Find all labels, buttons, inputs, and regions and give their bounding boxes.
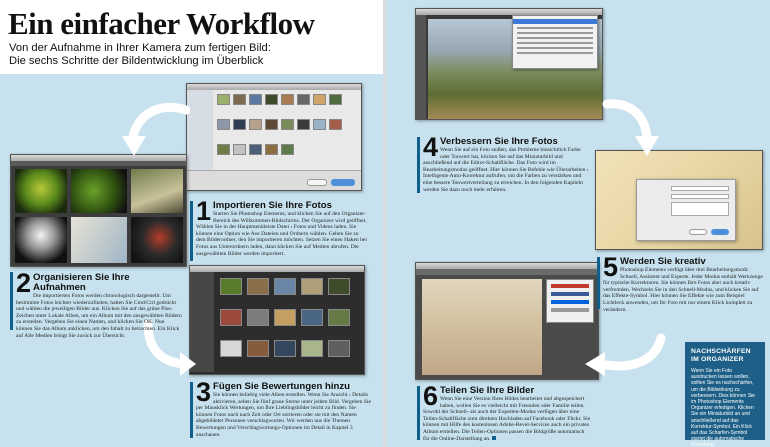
share-option[interactable] <box>551 308 589 312</box>
step-heading: Organisieren Sie Ihre Aufnahmen <box>33 272 130 293</box>
photo-thumb[interactable] <box>274 340 296 357</box>
sky-photo <box>71 217 127 263</box>
open-button[interactable] <box>331 179 355 186</box>
menu-line <box>517 27 593 29</box>
tip-heading-line-1: NACHSCHÄRFEN <box>691 348 751 355</box>
step-number: 1 <box>196 196 212 226</box>
menu-line <box>517 42 593 44</box>
organizer-screenshot <box>10 154 187 267</box>
step-4 <box>423 132 591 193</box>
step-6 <box>423 381 591 442</box>
photo-thumb[interactable] <box>301 309 323 326</box>
step-heading: Werden Sie kreativ <box>620 256 706 267</box>
step-number: 5 <box>603 252 619 282</box>
file-thumb <box>265 94 278 105</box>
file-thumb <box>297 119 310 130</box>
note-field[interactable] <box>671 202 729 216</box>
step-heading: Importieren Sie Ihre Fotos <box>213 200 332 211</box>
file-thumb <box>233 119 246 130</box>
cancel-button[interactable] <box>307 179 327 186</box>
curved-arrow-icon <box>122 102 190 158</box>
page-title: Ein einfacher Workflow <box>8 6 315 41</box>
organizer-toolbar <box>11 161 186 166</box>
file-grid <box>213 90 361 170</box>
ok-button[interactable] <box>711 229 729 235</box>
file-thumb <box>249 119 262 130</box>
menu-line <box>517 52 593 54</box>
file-thumb <box>281 119 294 130</box>
frog-photo-2 <box>71 169 127 213</box>
step-number: 3 <box>196 377 212 407</box>
step-3 <box>196 377 372 438</box>
landscape-photo <box>131 169 183 213</box>
category-field[interactable] <box>671 194 729 199</box>
step-marker <box>10 272 13 330</box>
tools-panel <box>416 15 426 120</box>
file-thumb <box>313 119 326 130</box>
organizer-grid-screenshot <box>189 265 365 375</box>
photo-thumb[interactable] <box>274 278 296 295</box>
sharpening-tip-box <box>685 342 765 447</box>
share-menu[interactable] <box>546 279 594 323</box>
file-thumb <box>313 94 326 105</box>
step-body: Sie können beliebig viele Alben erstellen. Wenn Sie Ansicht › Details aktivieren, sehen Sie fünf graue Sterne unter jedem Bild. Vergeben Sie per Mausklick Wertungen, um Ihre Lieblingsbilder leicht zu finden. Sie können Fotos nach nach Zeit oder Ort sortieren oder sie mit den Namen abgebildeter Personen verschlagworten. Wir werden uns die Themen Bewertungen und Verschlagwortungs-Optionen im Detail in Kapitel 3 anschauen. <box>196 392 371 438</box>
step-body: Wenn Sie eine Version Ihres Bildes bearbeitet und abgespeichert haben, wollen Sie es vielleicht mit Freunden oder Familie teilen. Sowohl der Schnell- als auch der Experten-Modus verfügen über eine Teilen-Schaltfläche zum direkten Hochladen auf Facebook oder Flickr. Sie können mit Hilfe des kostenlosen Adobe-Revel-Services auch ein privates Album erstellen. Die Teilen-Optionen passen die Bildgröße automatisch für die Online-Darstellung an. <box>423 396 591 442</box>
subtitle-line-1: Von der Aufnahme in Ihrer Kamera zum fertigen Bild: <box>9 42 271 54</box>
step-marker <box>190 382 193 438</box>
step-5 <box>603 252 767 313</box>
import-dialog-screenshot <box>186 83 362 191</box>
subtitle-line-2: Die sechs Schritte der Bildentwicklung im Überblick <box>9 54 264 67</box>
file-thumb <box>297 94 310 105</box>
share-option[interactable] <box>551 284 589 288</box>
file-thumb <box>217 94 230 105</box>
photo-thumb[interactable] <box>247 278 269 295</box>
menu-line <box>517 32 593 34</box>
tip-heading-line-2: IM ORGANIZER <box>691 356 744 363</box>
step-marker <box>417 137 420 193</box>
file-thumb <box>217 119 230 130</box>
cancel-button[interactable] <box>689 229 707 235</box>
photo-thumb[interactable] <box>220 309 242 326</box>
share-option[interactable] <box>551 292 589 296</box>
photo-thumb[interactable] <box>247 340 269 357</box>
curved-arrow-icon <box>601 96 661 156</box>
effects-screenshot <box>595 150 763 250</box>
left-page <box>0 0 383 447</box>
photo-thumb[interactable] <box>247 309 269 326</box>
photo-thumb[interactable] <box>220 278 242 295</box>
step-marker <box>417 386 420 440</box>
file-thumb <box>249 94 262 105</box>
end-marker-icon <box>492 436 496 440</box>
file-thumb <box>233 94 246 105</box>
step-2 <box>16 268 182 339</box>
tip-heading <box>691 348 759 364</box>
tip-body: Wenn Sie ein Foto ausdrucken lassen wollen, sollten Sie es nachschärfen, um die Bildwirkung zu verbessern. Dies können Sie im Photoshop Elements Organizer erledigen. Klicken Sie ein Miniaturbild an und anschließend auf das Korrektur-Symbol. Ein Klick auf das Scharfen-Symbol startet die automatische Scharfung. <box>691 368 755 447</box>
file-thumb <box>265 144 278 155</box>
file-thumb <box>233 144 246 155</box>
share-option[interactable] <box>551 300 589 304</box>
step-heading: Verbessern Sie Ihre Fotos <box>440 136 558 147</box>
step-body: Wenn Sie auf ein Foto stoßen, das Probleme hinsichtlich Farbe oder Tonwert hat, klicken Sie auf das Miniaturbild und anschließend auf die Editor-Schaltfläche. Das Foto wird im Bearbeitungsmodus geöffnet. Hier können Sie Befehle wie Überarbeiten › Intelligente Auto-Korrektur aufrufen, um die Farben zu verstärken und eine bessere Tonwertverteilung zu erreichen. In den folgenden Kapiteln werden Sie dazu noch mehr erfahren. <box>423 147 589 193</box>
enhance-menu[interactable] <box>512 15 598 69</box>
step-number: 2 <box>16 268 32 298</box>
step-body-wrap <box>423 396 591 442</box>
photo-thumb[interactable] <box>274 309 296 326</box>
file-thumb <box>281 94 294 105</box>
album-dialog[interactable] <box>636 179 736 241</box>
lemur-photo <box>15 217 67 263</box>
photo-thumb[interactable] <box>301 340 323 357</box>
step-number: 6 <box>423 381 439 411</box>
dialog-footer <box>187 170 361 190</box>
menu-highlight[interactable] <box>513 19 597 24</box>
step-body: Starten Sie Photoshop Elements, und klicken Sie auf den Organizer-Bereich des Willkommen-Bildschirms. Der Organizer wird geöffnet. Wählen Sie in der Hauptmenüleiste Datei › Fotos und Videos laden. Sie können eine Option wie Aus Dateien und Ordnern wählen. Geben Sie zu dem Bilderordner, den Sie importieren möchten. Setzen Sie einen Haken bei Fotos aus Unterordnern laden, dann klicken Sie auf Medien abrufen. Die ausgewählten Bilder werden importiert. <box>196 211 367 257</box>
photo-thumb[interactable] <box>328 309 350 326</box>
step-body: Photoshop Elements verfügt über drei Bearbeitungsmodi: Schnell, Assistent und Experte. Jeder Modus enthält Werkzeuge für typische Korrekturen. Sie können Ihre Fotos aber auch kreativ verfremden. Wechseln Sie in den Schnell-Modus, und klicken Sie auf das Effekte-Symbol. Hier können Sie Effekte wie zum Beispiel Lichtleck anwenden, um Ihr Foto mit nur einem Klick komplett zu verändern. <box>603 267 763 313</box>
menu-line <box>517 47 593 49</box>
editor-screenshot <box>415 8 603 120</box>
file-thumb <box>217 144 230 155</box>
right-page <box>387 0 770 447</box>
file-thumb <box>329 94 342 105</box>
edited-photo <box>422 279 542 375</box>
step-1 <box>196 196 368 257</box>
mode-tabs <box>416 269 599 275</box>
photo-thumb[interactable] <box>220 340 242 357</box>
step-heading: Teilen Sie Ihre Bilder <box>440 385 535 396</box>
file-thumb <box>249 144 262 155</box>
step-marker <box>597 257 600 309</box>
step-body: Die importierten Fotos werden chronologisch dargestellt. Um bestimmte Fotos leichter wiederzufinden, halten Sie Cmd/Ctrl gedrückt und wählen die jeweiligen Bilder aus. Klicken Sie auf das grüne Plus-Zeichen unter Lokale Alben, um ein Album mit den ausgewählten Bildern zu erstellen. Vergeben Sie einen Namen, und klicken Sie OK. Nun können Sie das Album anklicken, um den Inhalt zu betrachten. Ein Klick auf Alle Medien bringt Sie zurück zur Übersicht. <box>16 293 182 339</box>
share-screenshot <box>415 262 599 380</box>
step-number: 4 <box>423 132 439 162</box>
photo-grid <box>214 272 364 372</box>
file-thumb <box>281 144 294 155</box>
curved-arrow-icon <box>583 330 667 380</box>
photo-thumb[interactable] <box>328 278 350 295</box>
name-field[interactable] <box>671 186 729 191</box>
photo-thumb[interactable] <box>301 278 323 295</box>
frog-photo <box>15 169 67 213</box>
photo-thumb[interactable] <box>328 340 350 357</box>
file-thumb <box>265 119 278 130</box>
file-thumb <box>329 119 342 130</box>
file-sidebar <box>187 90 213 170</box>
menu-line <box>517 37 593 39</box>
bird-photo <box>131 217 183 263</box>
step-heading: Fügen Sie Bewertungen hinzu <box>213 381 351 392</box>
step-marker <box>190 201 193 261</box>
page-subtitle <box>9 42 271 67</box>
